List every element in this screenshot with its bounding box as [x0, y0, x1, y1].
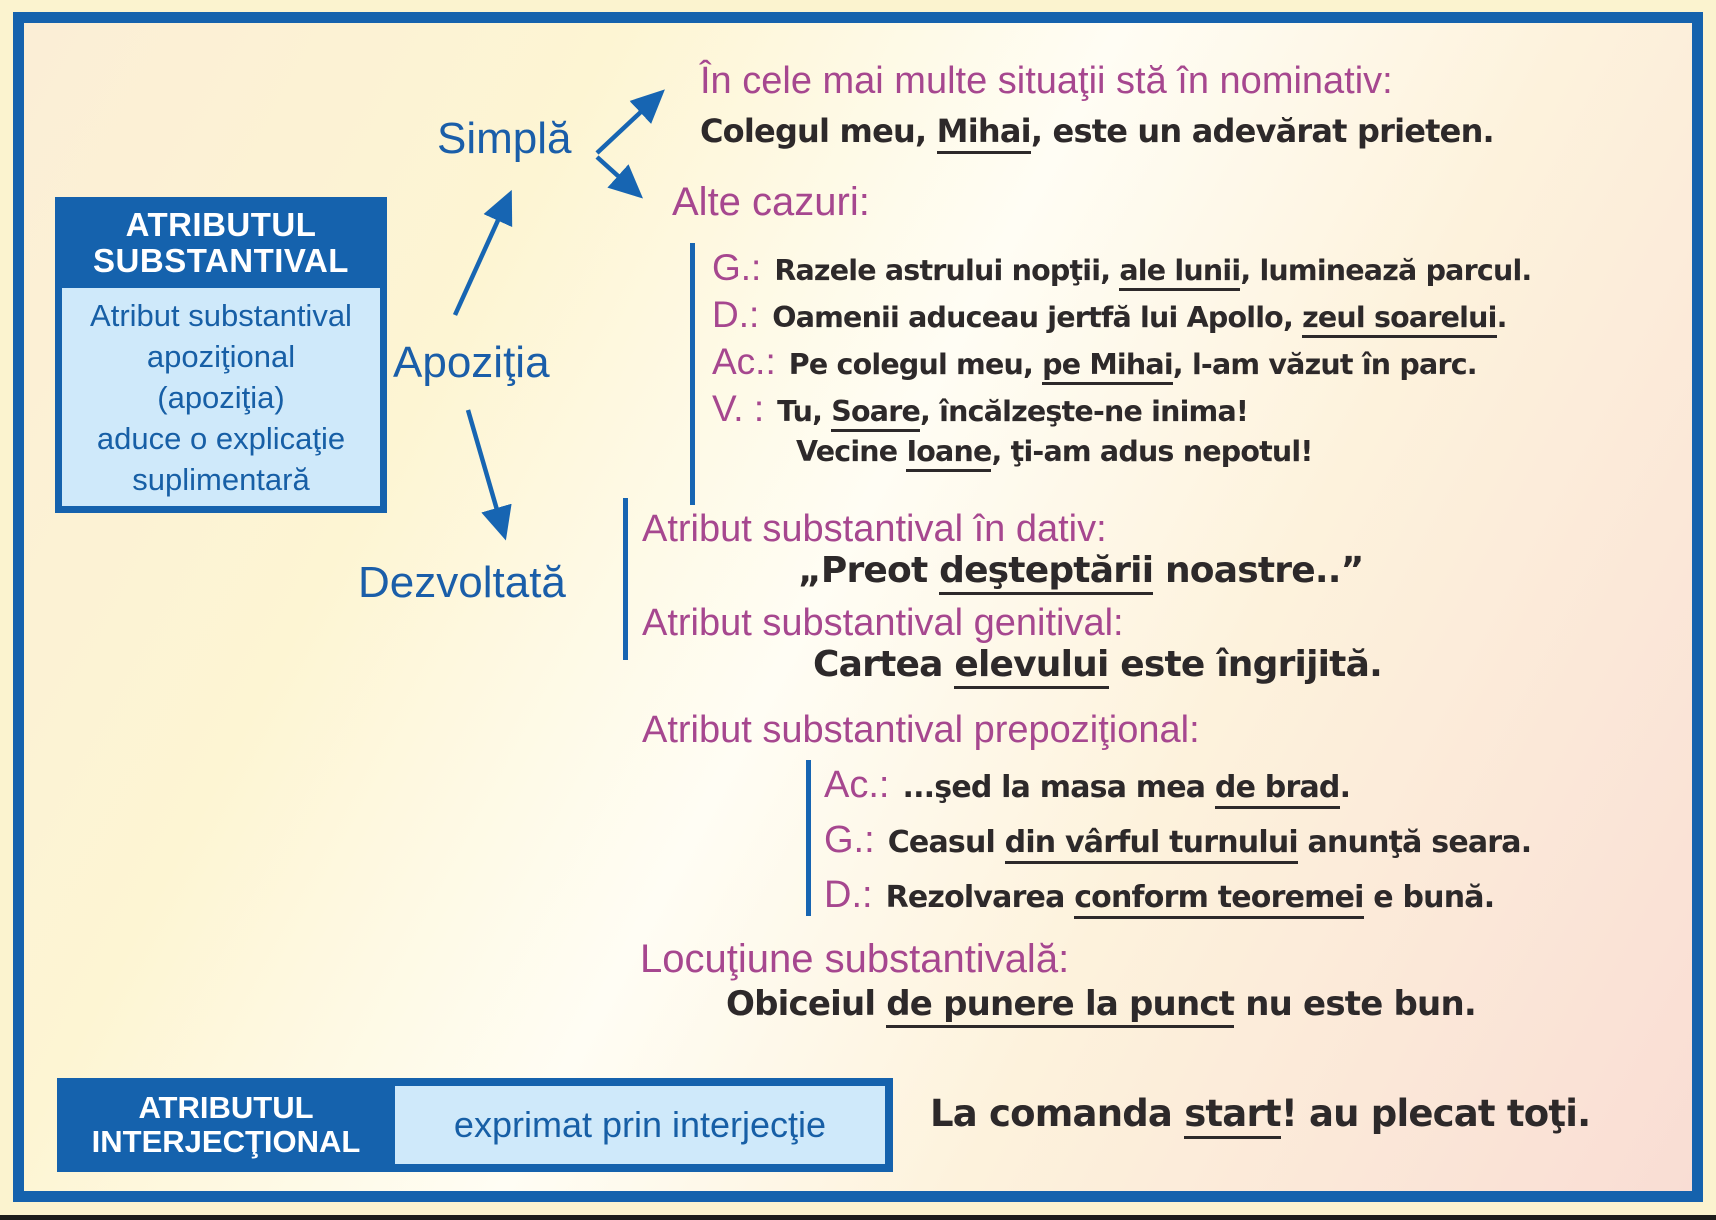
- case-label: V. :: [712, 388, 765, 429]
- case-example: Razele astrului nopţii, ale lunii, luminează parcul.: [774, 254, 1531, 287]
- case-row-genitive: [712, 247, 1531, 294]
- other-cases-heading: Alte cazuri:: [672, 180, 870, 224]
- case-label: Ac.:: [712, 341, 776, 382]
- case-example: Pe colegul meu, pe Mihai, l-am văzut în parc.: [789, 348, 1477, 381]
- atributul-substantival-panel: [55, 197, 387, 513]
- interjection-note: exprimat prin interjecţie: [395, 1086, 885, 1164]
- definition-line: suplimentară: [132, 461, 310, 497]
- atributul-interjectional-panel: [57, 1078, 893, 1172]
- locution-example: Obiceiul de punere la punct nu este bun.: [726, 984, 1476, 1024]
- nominative-heading: În cele mai multe situaţii stă în nominativ:: [700, 60, 1393, 102]
- case-example: Ceasul din vârful turnului anunţă seara.: [888, 825, 1532, 860]
- case-example: ...şed la masa mea de brad.: [902, 770, 1350, 805]
- definition-line: apoziţional: [146, 338, 296, 374]
- case-example: Oamenii aduceau jertfă lui Apollo, zeul soarelui.: [772, 301, 1506, 334]
- branch-dezvoltata: Dezvoltată: [358, 558, 566, 607]
- case-label: Ac.:: [824, 764, 890, 806]
- case-row-vocative-2: [796, 435, 1531, 482]
- definition-line: Atribut substantival: [90, 297, 352, 333]
- case-example: Vecine Ioane, ţi-am adus nepotul!: [796, 435, 1313, 468]
- case-label: G.:: [824, 819, 875, 861]
- definition-line: (apoziţia): [157, 379, 285, 415]
- panel-title-line1: ATRIBUTUL: [125, 205, 317, 243]
- prep-row-genitive: [824, 819, 1531, 874]
- case-row-accusative: [712, 341, 1531, 388]
- case-example: Rezolvarea conform teoremei e bună.: [886, 880, 1495, 915]
- case-label: D.:: [824, 874, 873, 916]
- other-cases-bracket-line: [690, 243, 695, 505]
- panel-title-line2: SUBSTANTIVAL: [93, 241, 349, 279]
- prep-row-accusative: [824, 764, 1531, 819]
- prep-row-dative: [824, 874, 1531, 929]
- interjection-example: La comanda start! au plecat toţi.: [930, 1092, 1590, 1135]
- genitive-heading: Atribut substantival genitival:: [642, 602, 1124, 644]
- scan-bottom-edge: [0, 1215, 1716, 1220]
- interjection-title: [57, 1078, 395, 1172]
- case-row-dative: [712, 294, 1531, 341]
- nominative-example: Colegul meu, Mihai, este un adevărat prieten.: [700, 112, 1494, 150]
- interjection-title-line1: ATRIBUTUL: [138, 1090, 314, 1125]
- definition-line: aduce o explicaţie: [96, 420, 346, 456]
- case-label: G.:: [712, 247, 762, 288]
- branch-apozitia: Apoziţia: [393, 338, 550, 387]
- dative-heading: Atribut substantival în dativ:: [642, 508, 1107, 550]
- case-example: Tu, Soare, încălzeşte-ne inima!: [777, 395, 1248, 428]
- developed-bracket-line: [623, 498, 628, 660]
- case-label: D.:: [712, 294, 760, 335]
- interjection-title-line2: INTERJECŢIONAL: [91, 1124, 361, 1159]
- prepositional-heading: Atribut substantival prepoziţional:: [642, 709, 1200, 751]
- case-row-vocative: [712, 388, 1531, 435]
- genitive-example: Cartea elevului este îngrijită.: [813, 644, 1382, 685]
- panel-title: [55, 197, 387, 288]
- locution-heading: Locuţiune substantivală:: [640, 937, 1070, 981]
- other-cases-rows: [712, 247, 1531, 482]
- dative-example: „Preot deşteptării noastre..”: [798, 550, 1363, 591]
- branch-simpla: Simplă: [437, 114, 572, 163]
- prepositional-bracket-line: [806, 760, 811, 916]
- panel-definition: [62, 288, 380, 506]
- prepositional-rows: [824, 764, 1531, 929]
